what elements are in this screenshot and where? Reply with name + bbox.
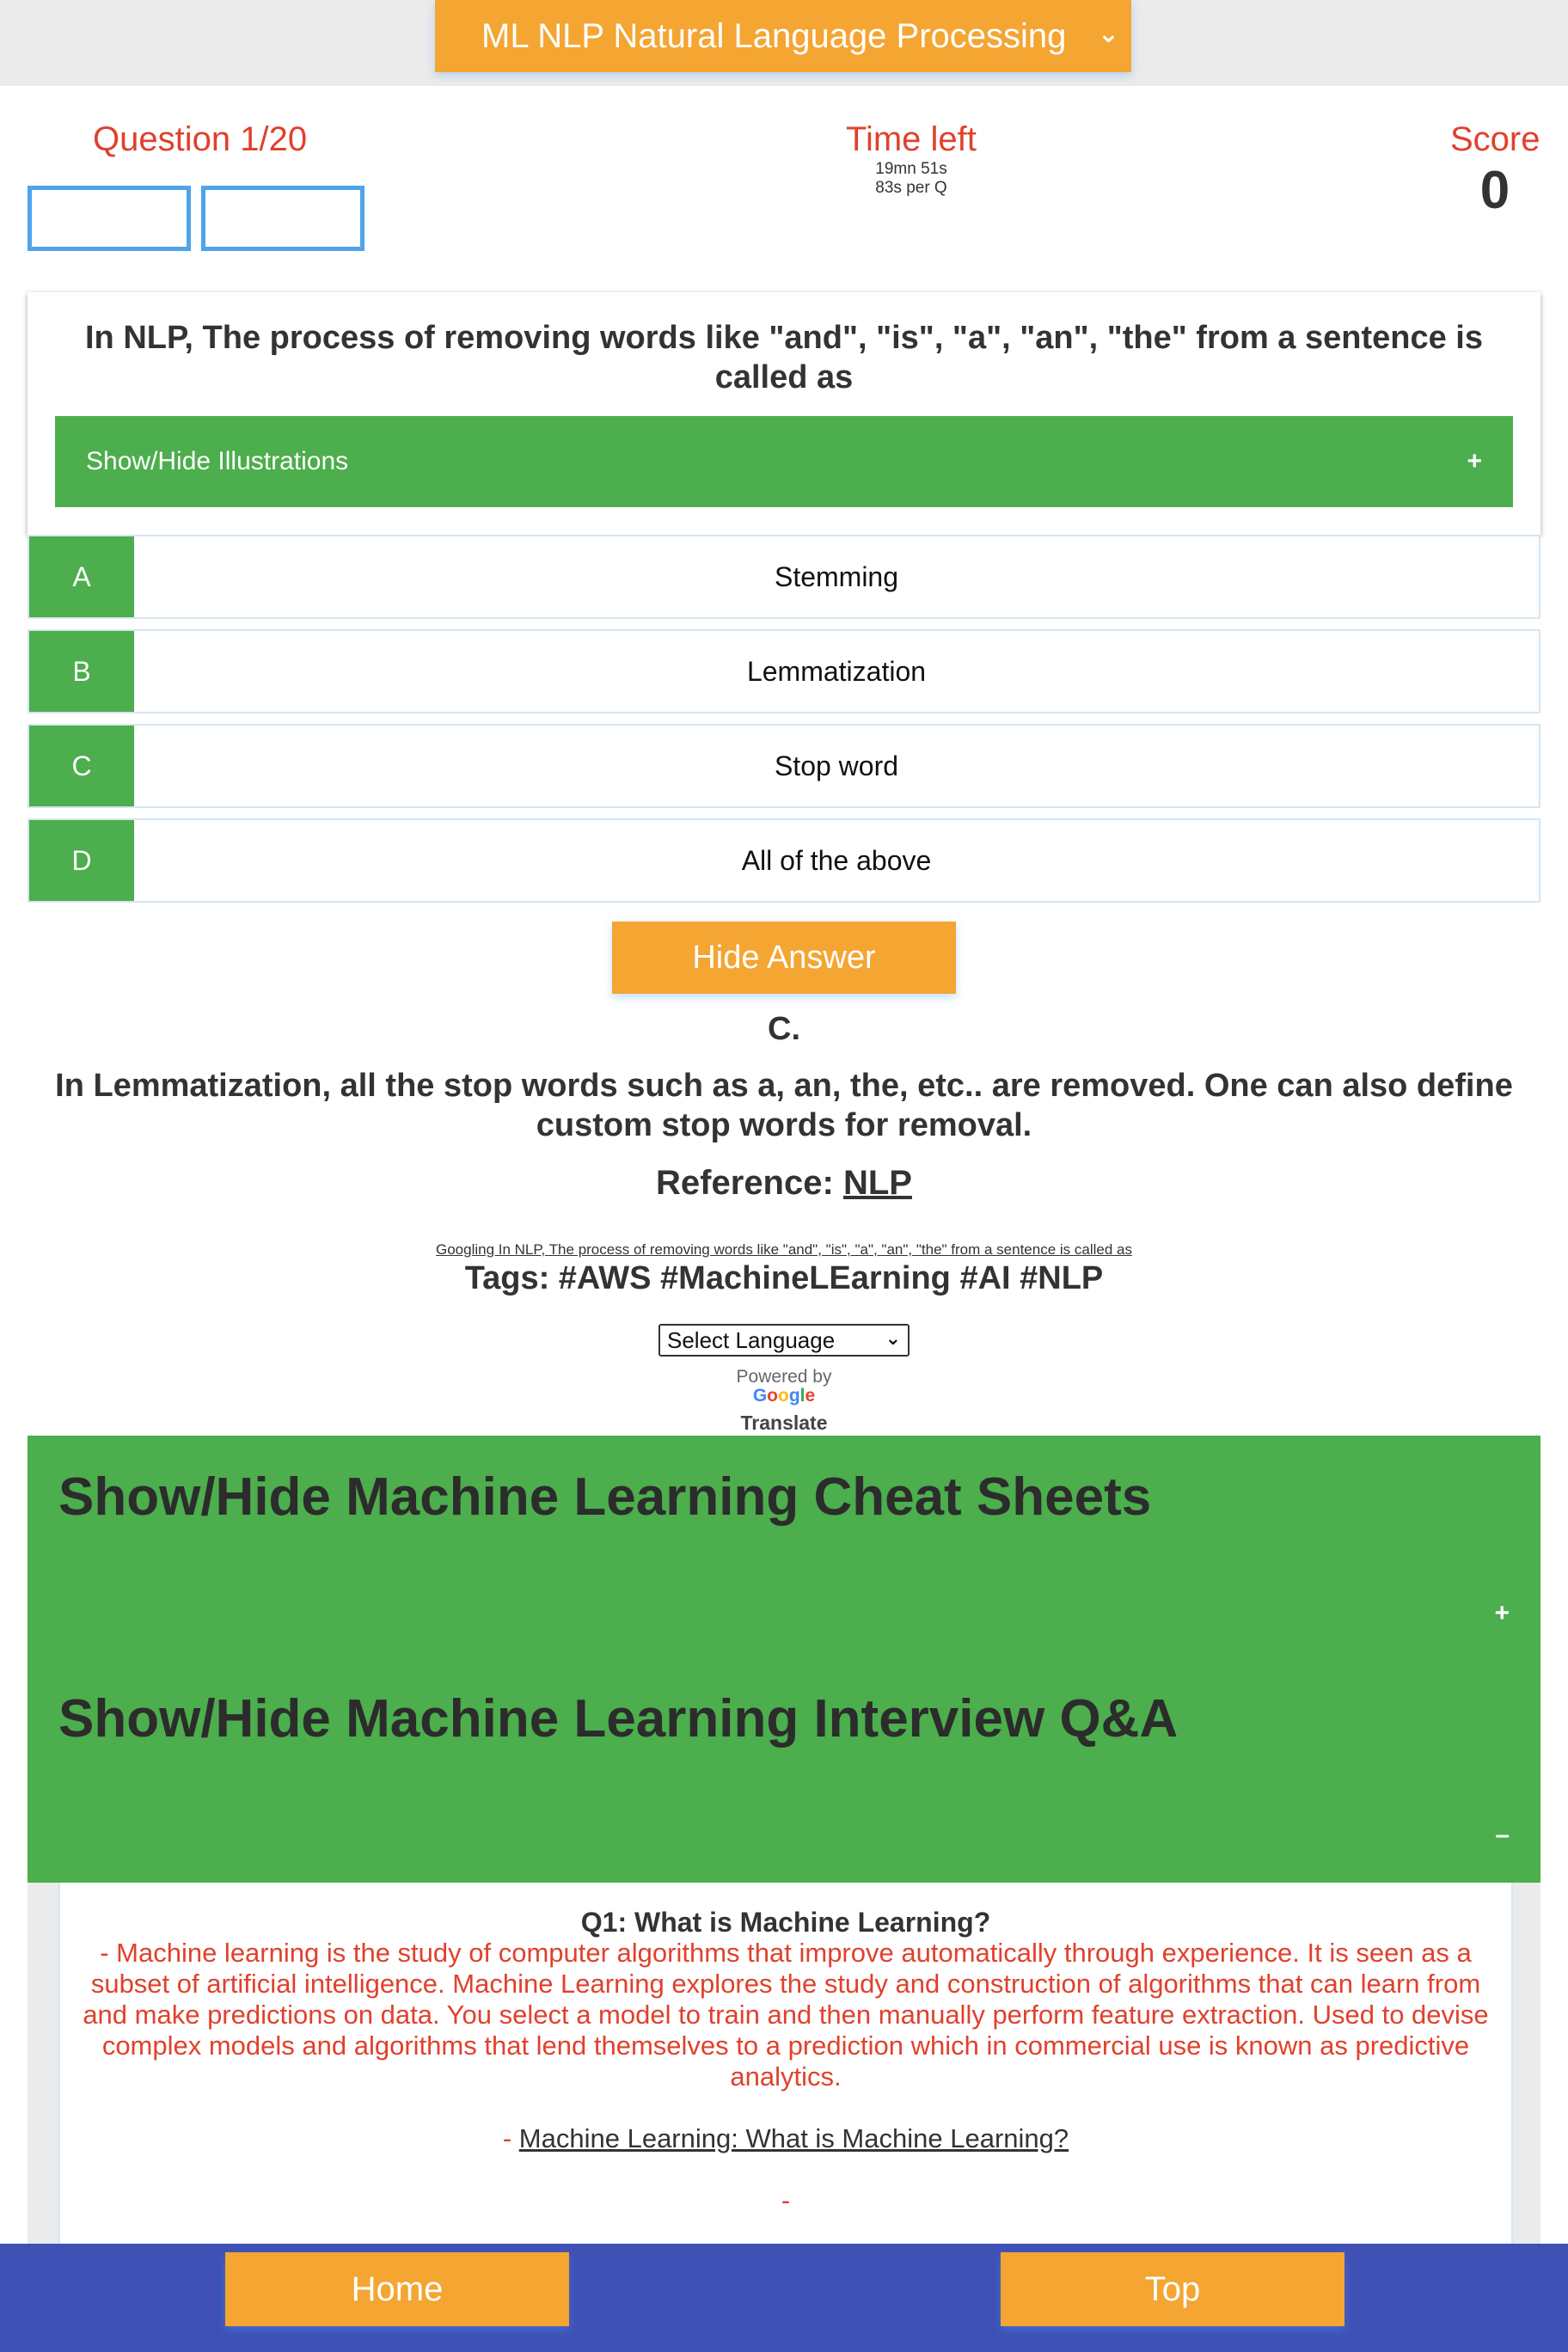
reference [0, 1164, 1568, 1203]
minus-icon[interactable]: – [1495, 1821, 1510, 1849]
top-bar [0, 0, 1568, 86]
chevron-down-icon: ⌄ [1097, 20, 1119, 48]
ml-sections [28, 1436, 1540, 1883]
qa-link-prefix: - [502, 2123, 519, 2153]
googling-link[interactable]: Googling In NLP, The process of removing words like "and", "is", "a", "an", "the" from a sentence is called as [435, 1241, 1132, 1258]
question-counter: Question 1/20 [93, 120, 308, 158]
cheat-sheets-toggle[interactable]: Show/Hide Machine Learning Cheat Sheets [58, 1467, 1152, 1527]
reference-prefix: Reference: [656, 1164, 834, 1202]
answer-option[interactable] [28, 629, 1540, 714]
option-letter: C [29, 726, 134, 806]
option-letter: A [29, 536, 134, 617]
qa-link[interactable]: Machine Learning: What is Machine Learning? [518, 2123, 1069, 2153]
time-per-question: 83s per Q [875, 179, 947, 197]
illustrations-label: Show/Hide Illustrations [86, 447, 349, 475]
illustrations-toggle[interactable] [55, 416, 1513, 507]
option-text: All of the above [741, 844, 932, 876]
category-select-value: ML NLP Natural Language Processing [481, 16, 1067, 55]
interview-qa-card [58, 1883, 1513, 2244]
time-remaining: 19mn 51s [875, 160, 947, 178]
qa-link-row [60, 2123, 1511, 2154]
answer-option[interactable] [28, 818, 1540, 903]
qa-question-title: Q1: What is Machine Learning? [580, 1907, 991, 1938]
google-logo: Google [752, 1386, 816, 1406]
answer-explanation: In Lemmatization, all the stop words such as a, an, the, etc.. are removed. One can also define custom stop words for removal. [55, 1068, 1513, 1143]
question-card [28, 292, 1540, 535]
qa-gutter [1510, 1883, 1540, 2244]
translate-label: Translate [740, 1412, 828, 1434]
reference-link[interactable]: NLP [842, 1164, 912, 1202]
score-value: 0 [1479, 161, 1510, 220]
plus-icon: + [1467, 447, 1482, 475]
correct-answer-letter: C. [768, 1011, 800, 1047]
question-text: In NLP, The process of removing words like "and", "is", "a", "an", "the" from a sentence is called as [85, 320, 1483, 395]
home-button[interactable]: Home [225, 2252, 569, 2326]
chevron-down-icon: ⌄ [885, 1327, 901, 1349]
answer-option[interactable] [28, 724, 1540, 808]
qa-separator: - [781, 2185, 791, 2215]
time-left-label: Time left [846, 120, 977, 158]
hide-answer-button[interactable]: Hide Answer [612, 922, 956, 994]
option-letter: D [29, 820, 134, 901]
progress-box [201, 186, 364, 251]
tags: Tags: #AWS #MachineLEarning #AI #NLP [464, 1260, 1104, 1296]
plus-icon[interactable]: + [1494, 1599, 1510, 1627]
option-text: Stop word [774, 750, 899, 781]
option-text: Lemmatization [746, 655, 927, 687]
language-select[interactable] [658, 1324, 910, 1357]
progress-box [28, 186, 191, 251]
qa-answer-text: - Machine learning is the study of computer algorithms that improve automatically through experience. It is seen as a subset of artificial intelligence. Machine Learning explores the study and construction of algorithms that can learn from and make predictions on data. You select a model to train and then manually perform feature extraction. Used to devise complex models and algorithms that lend themselves to a prediction which in commercial use is known as predictive analytics. [83, 1938, 1489, 2092]
bottom-nav-bar [0, 2244, 1568, 2352]
option-letter: B [29, 631, 134, 712]
category-select[interactable] [435, 0, 1131, 72]
option-text: Stemming [774, 560, 899, 592]
top-button[interactable]: Top [1001, 2252, 1344, 2326]
interview-qa-toggle[interactable]: Show/Hide Machine Learning Interview Q&A [58, 1689, 1179, 1749]
qa-gutter [28, 1883, 58, 2244]
answer-option[interactable] [28, 535, 1540, 619]
score-label: Score [1450, 120, 1540, 158]
googling-row [0, 1241, 1568, 1259]
powered-by: Powered by [736, 1367, 832, 1387]
language-select-value: Select Language [667, 1326, 836, 1353]
